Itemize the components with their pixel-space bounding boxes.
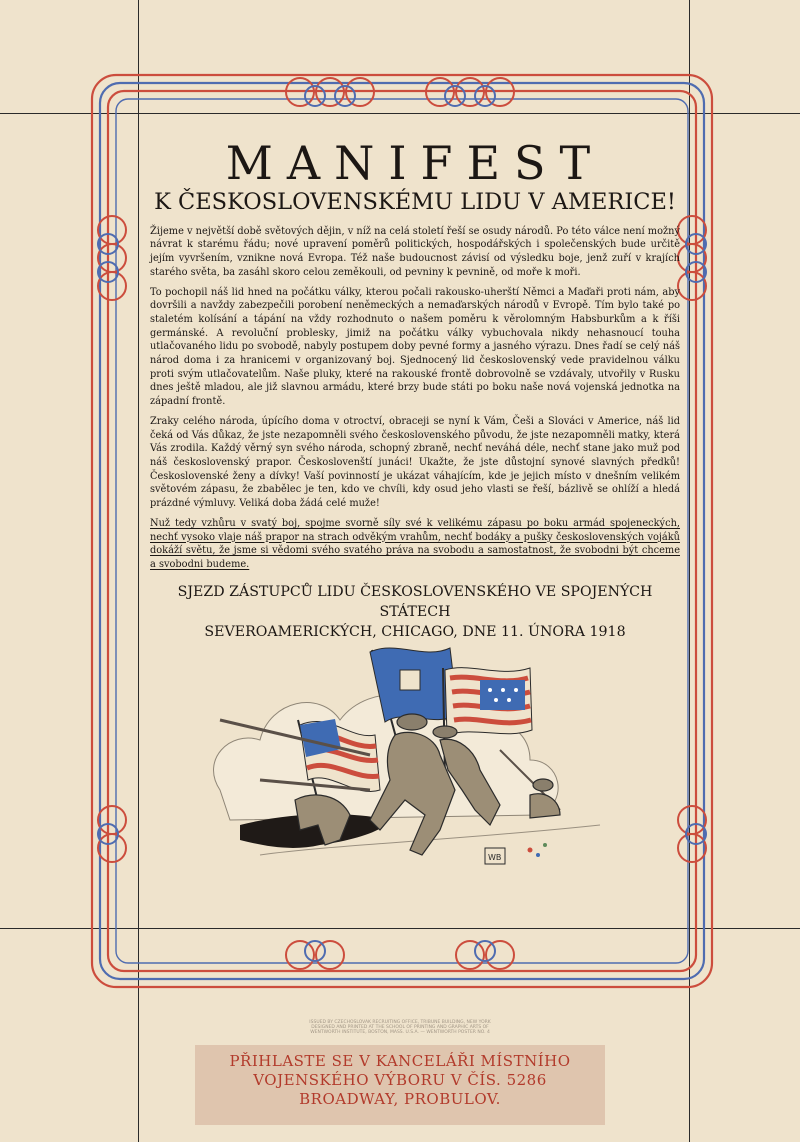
signature — [150, 582, 680, 642]
paragraph-4: Nuž tedy vzhůru v svatý boj, spojme svorně síly své k velikému zápasu po boku armád spojeneckých, nechť vysoko vlaje náš prapor na strach odvěkým vrahům, nechť bodáky a pušky československých vojáků dokáží světu, že jsme si vědomi svého svatého práva na svobodu a samostatnost, že svobodni být chceme a svobodni budeme. — [150, 517, 680, 570]
poster-subtitle: K ČESKOSLOVENSKÉMU LIDU V AMERICE! — [154, 189, 676, 215]
artist-monogram: WB — [488, 853, 502, 862]
grid-line-bottom — [0, 928, 800, 929]
paragraph-1: Žijeme v největší době světových dějin, v níž na celá století řeší se osudy národů. Po této válce není možný návrat k starému řádu; nové upravení poměrů politických, hospodářských i společenských bude určitě jejím vyvršením, vznikne nová Evropa. Též naše budoucnost závisí od výsledku boje, jenž zuří v krajích starého světa, ba zasáhl skoro celou zeměkouli, od pevniny k pevnině, od moře k moři. — [150, 225, 680, 278]
soldiers-illustration — [200, 640, 610, 880]
paragraph-2: To pochopil náš lid hned na počátku války, kterou počali rakousko-uherští Němci a Maďaři proti nám, aby dovršili a navždy zabezpečili porobení neněmeckých a nemaďarských národů v Evropě. Tím bylo také po staletém kolísání a tápání na vždy rozhodnuto o našem poměru k věrolomným Habsburkům a k říši germánské. A revoluční probleskу, jimiž na počátku války vybuchovala nikdy nehasnoucí touha utlačovaného lidu po svobodě, nabyly postupem doby pevné formy a jasného výrazu. Dnes řadí se celý náš národ doma i za hranicemi v organizovaný boj. Sjednocený lid československý vede pravidelnou válku proti svým utlačovatelům. Naše pluky, které na rakouské frontě dobrovolně se vzdávaly, utvořily v Rusku dnes ještě mladou, ale již slavnou armádu, které brzy bude státi po boku naše nová vojenská jednotka na západní frontě. — [150, 286, 680, 408]
fine-print-line-3: WENTWORTH INSTITUTE, BOSTON, MASS. U.S.A. — WENTWORTH POSTER NO. 4 — [310, 1030, 490, 1036]
fine-print-line-2: DESIGNED AND PRINTED AT THE SCHOOL OF PRINTING AND GRAPHIC ARTS OF — [311, 1025, 489, 1031]
manifest-text — [150, 136, 680, 642]
poster-title: MANIFEST — [225, 136, 605, 190]
fine-print-line-1: ISSUED BY CZECHOSLOVAK RECRUITING OFFICE, TRIBUNE BUILDING, NEW YORK — [309, 1020, 491, 1025]
stamp-line-2: VOJENSKÉHO VÝBORU V ČÍS. 5286 — [253, 1071, 547, 1089]
printer-fine-print — [300, 1020, 500, 1036]
stamp-line-3: BROADWAY, PROBULOV. — [299, 1090, 501, 1108]
paragraph-3: Zraky celého národa, úpícího doma v otroctví, obraceji se nyní k Vám, Češi a Slováci v Americe, náš lid čeká od Vás důkaz, že jste nezapomněli svého československého původu, že jste nezapomněli matky, která Vás zrodila. Každý věrný syn svého národa, schopný zbraně, nechť neváhá déle, nechť stane jako muž pod náš československý prapor. Českoslovenští junáci! Ukažte, že jste důstojní synové slavných předků! Československé ženy a dívky! Vaší povinností je ukázat váhajícím, kde je jejich místo v dnešním velikém světovém zápasu, že zbabělec je ten, kdo ve chvíli, kdy osud jeho vlasti se řeší, bázlivě se ohlíží a hledá prázdné výmluvy. Veliká doba žádá celé muže! — [150, 415, 680, 510]
signature-line-2: SEVEROAMERICKÝCH, CHICAGO, DNE 11. ÚNORA 1918 — [204, 623, 626, 640]
grid-line-right — [689, 0, 690, 1142]
grid-line-top — [0, 113, 800, 114]
signature-line-1: SJEZD ZÁSTUPCŮ LIDU ČESKOSLOVENSKÉHO VE SPOJENÝCH STÁTECH — [177, 583, 653, 620]
recruitment-stamp — [195, 1045, 605, 1125]
grid-line-left — [138, 0, 139, 1142]
stamp-line-1: PŘIHLASTE SE V KANCELÁŘI MÍSTNÍHO — [229, 1052, 571, 1070]
